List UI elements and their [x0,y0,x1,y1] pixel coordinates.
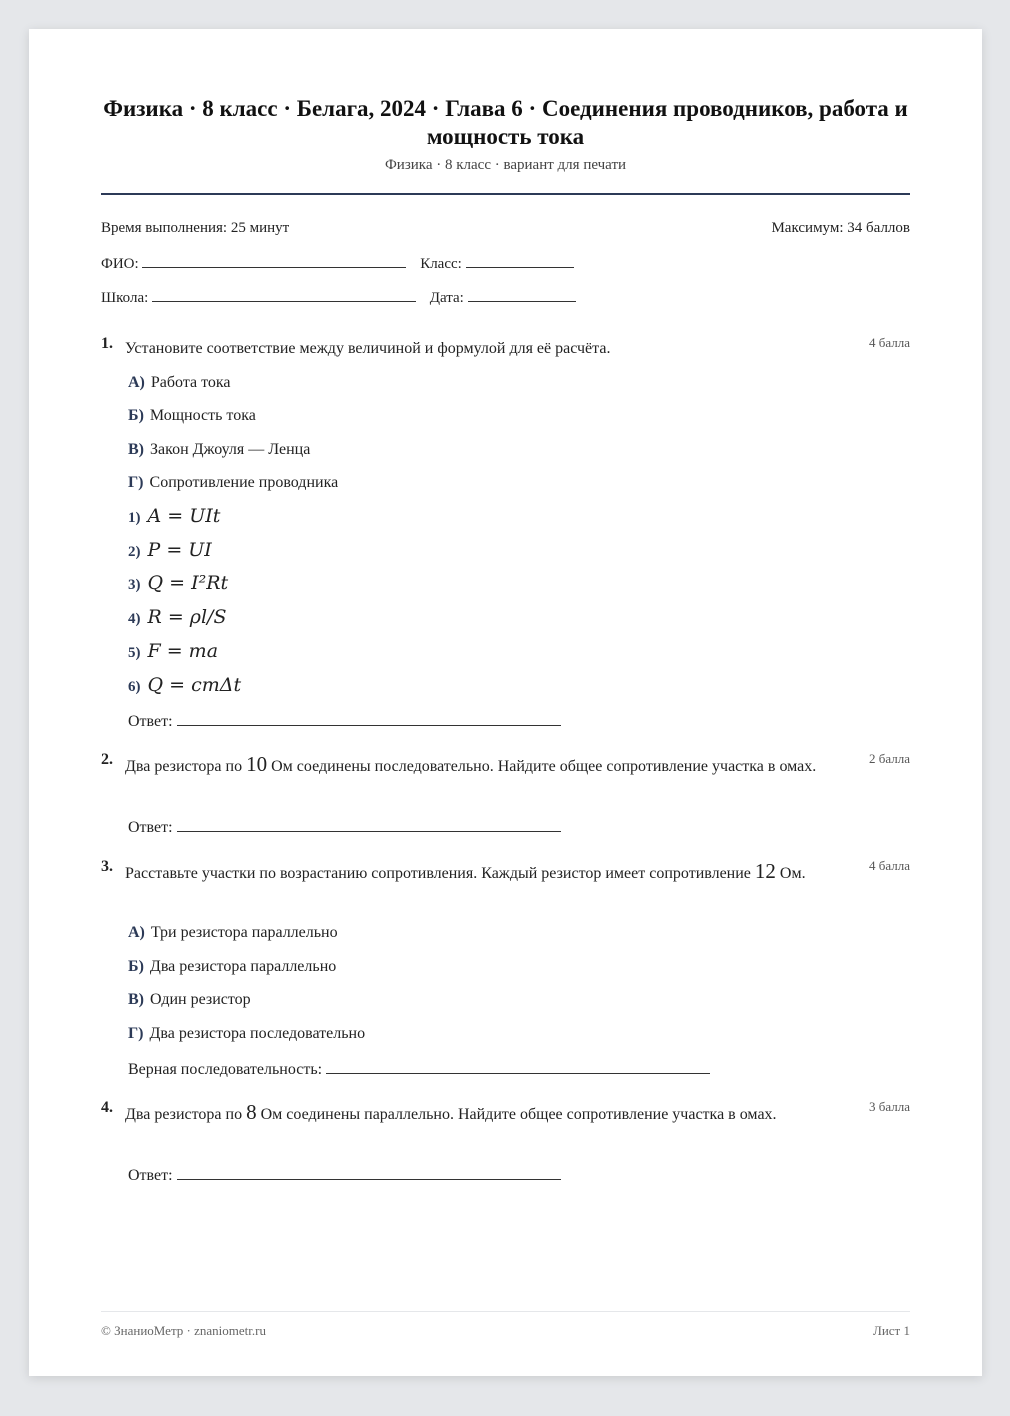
formula-label: 4) [128,611,141,627]
option-item [128,991,251,1009]
fio-field[interactable] [142,253,406,268]
option-label: А) [128,924,145,941]
header-divider [101,193,910,195]
question-value: 10 [246,752,268,776]
option-label: Г) [128,474,144,491]
option-item [128,1025,365,1043]
formula-text: P = UI [147,539,212,561]
question-text [125,858,860,887]
option-text: Мощность тока [149,407,256,424]
formula-label: 2) [128,544,141,560]
question-points: 2 балла [869,751,910,766]
option-text: Два резистора последовательно [149,1025,366,1042]
student-row [101,253,910,273]
option-label: А) [128,374,145,391]
formula-label: 5) [128,645,141,661]
formula-item [128,572,228,594]
school-field[interactable] [152,287,416,302]
page-footer [101,1323,910,1339]
question-value: 8 [246,1100,257,1124]
class-field[interactable] [466,253,574,268]
option-text: Два резистора параллельно [149,958,337,975]
page-number: Лист 1 [873,1323,910,1338]
option-item [128,441,310,459]
time-limit: Время выполнения: 25 минут [101,220,290,236]
fio-label: ФИО: [101,256,139,272]
question-text [125,751,860,780]
question-number: 3. [101,858,113,875]
question-text: Установите соответствие между величиной и формулой для её расчёта. [125,340,611,357]
formula-label: 3) [128,577,141,593]
question-text [125,1099,860,1128]
answer-row [128,711,561,731]
answer-label: Верная последовательность: [128,1061,323,1078]
question-text-start: Два резистора по [125,758,243,775]
footer-divider [101,1311,910,1312]
page-title: Физика · 8 класс · Белага, 2024 · Глава 6 · Соединения проводников, работа и мощность тока [103,96,908,149]
formula-item [128,505,220,527]
formula-text: Q = cmΔt [147,674,242,696]
formula-item [128,674,241,696]
option-text: Один резистор [150,991,251,1008]
option-label: Б) [128,958,144,975]
option-item [128,474,338,492]
option-label: Б) [128,407,144,424]
option-text: Работа тока [150,374,231,391]
answer-field[interactable] [177,817,561,832]
answer-field[interactable] [177,711,561,726]
option-label: В) [128,991,144,1008]
question-points: 4 балла [869,335,910,350]
formula-item [128,640,218,662]
page-subtitle: Физика · 8 класс · вариант для печати [384,157,627,173]
option-text: Сопротивление проводника [149,474,339,491]
answer-label: Ответ: [128,819,173,836]
option-item [128,374,231,392]
question-text-start: Два резистора по [125,1106,243,1123]
question-text-end: Ом соединены последовательно. Найдите общее сопротивление участка в омах. [271,758,817,775]
answer-row [128,1059,710,1079]
formula-label: 1) [128,510,141,526]
option-item [128,958,336,976]
option-item [128,407,256,425]
max-score: Максимум: 34 баллов [771,220,910,236]
formula-label: 6) [128,679,141,695]
class-label: Класс: [420,256,462,272]
answer-row [128,817,561,837]
date-label: Дата: [429,290,464,306]
formula-item [128,539,212,561]
formula-text: Q = I²Rt [147,572,229,594]
question-points: 4 балла [869,858,910,873]
answer-field[interactable] [326,1059,710,1074]
school-label: Школа: [101,290,149,306]
answer-label: Ответ: [128,713,173,730]
date-field[interactable] [468,287,576,302]
question-text-end: Ом соединены параллельно. Найдите общее сопротивление участка в омах. [260,1106,777,1123]
answer-label: Ответ: [128,1167,173,1184]
option-item [128,924,338,942]
question-number: 4. [101,1099,113,1116]
option-text: Закон Джоуля — Ленца [150,441,311,458]
meta-row [101,220,910,237]
formula-text: F = ma [147,640,219,662]
formula-text: R = ρl/S [147,606,227,628]
answer-field[interactable] [177,1165,561,1180]
school-row [101,287,910,307]
formula-text: A = UIt [147,505,221,527]
question-number: 2. [101,751,113,768]
formula-item [128,606,226,628]
question-value: 12 [754,859,776,883]
question-text-start: Расставьте участки по возрастанию сопротивления. Каждый резистор имеет сопротивление [125,865,751,882]
option-label: Г) [128,1025,144,1042]
option-text: Три резистора параллельно [150,924,338,941]
option-label: В) [128,441,144,458]
question-number: 1. [101,335,113,352]
page-sheet [29,29,982,1376]
question-points: 3 балла [869,1099,910,1114]
answer-row [128,1165,561,1185]
question-text-end: Ом. [779,865,806,882]
footer-copyright: © ЗнаниоМетр · znaniometr.ru [101,1323,266,1338]
